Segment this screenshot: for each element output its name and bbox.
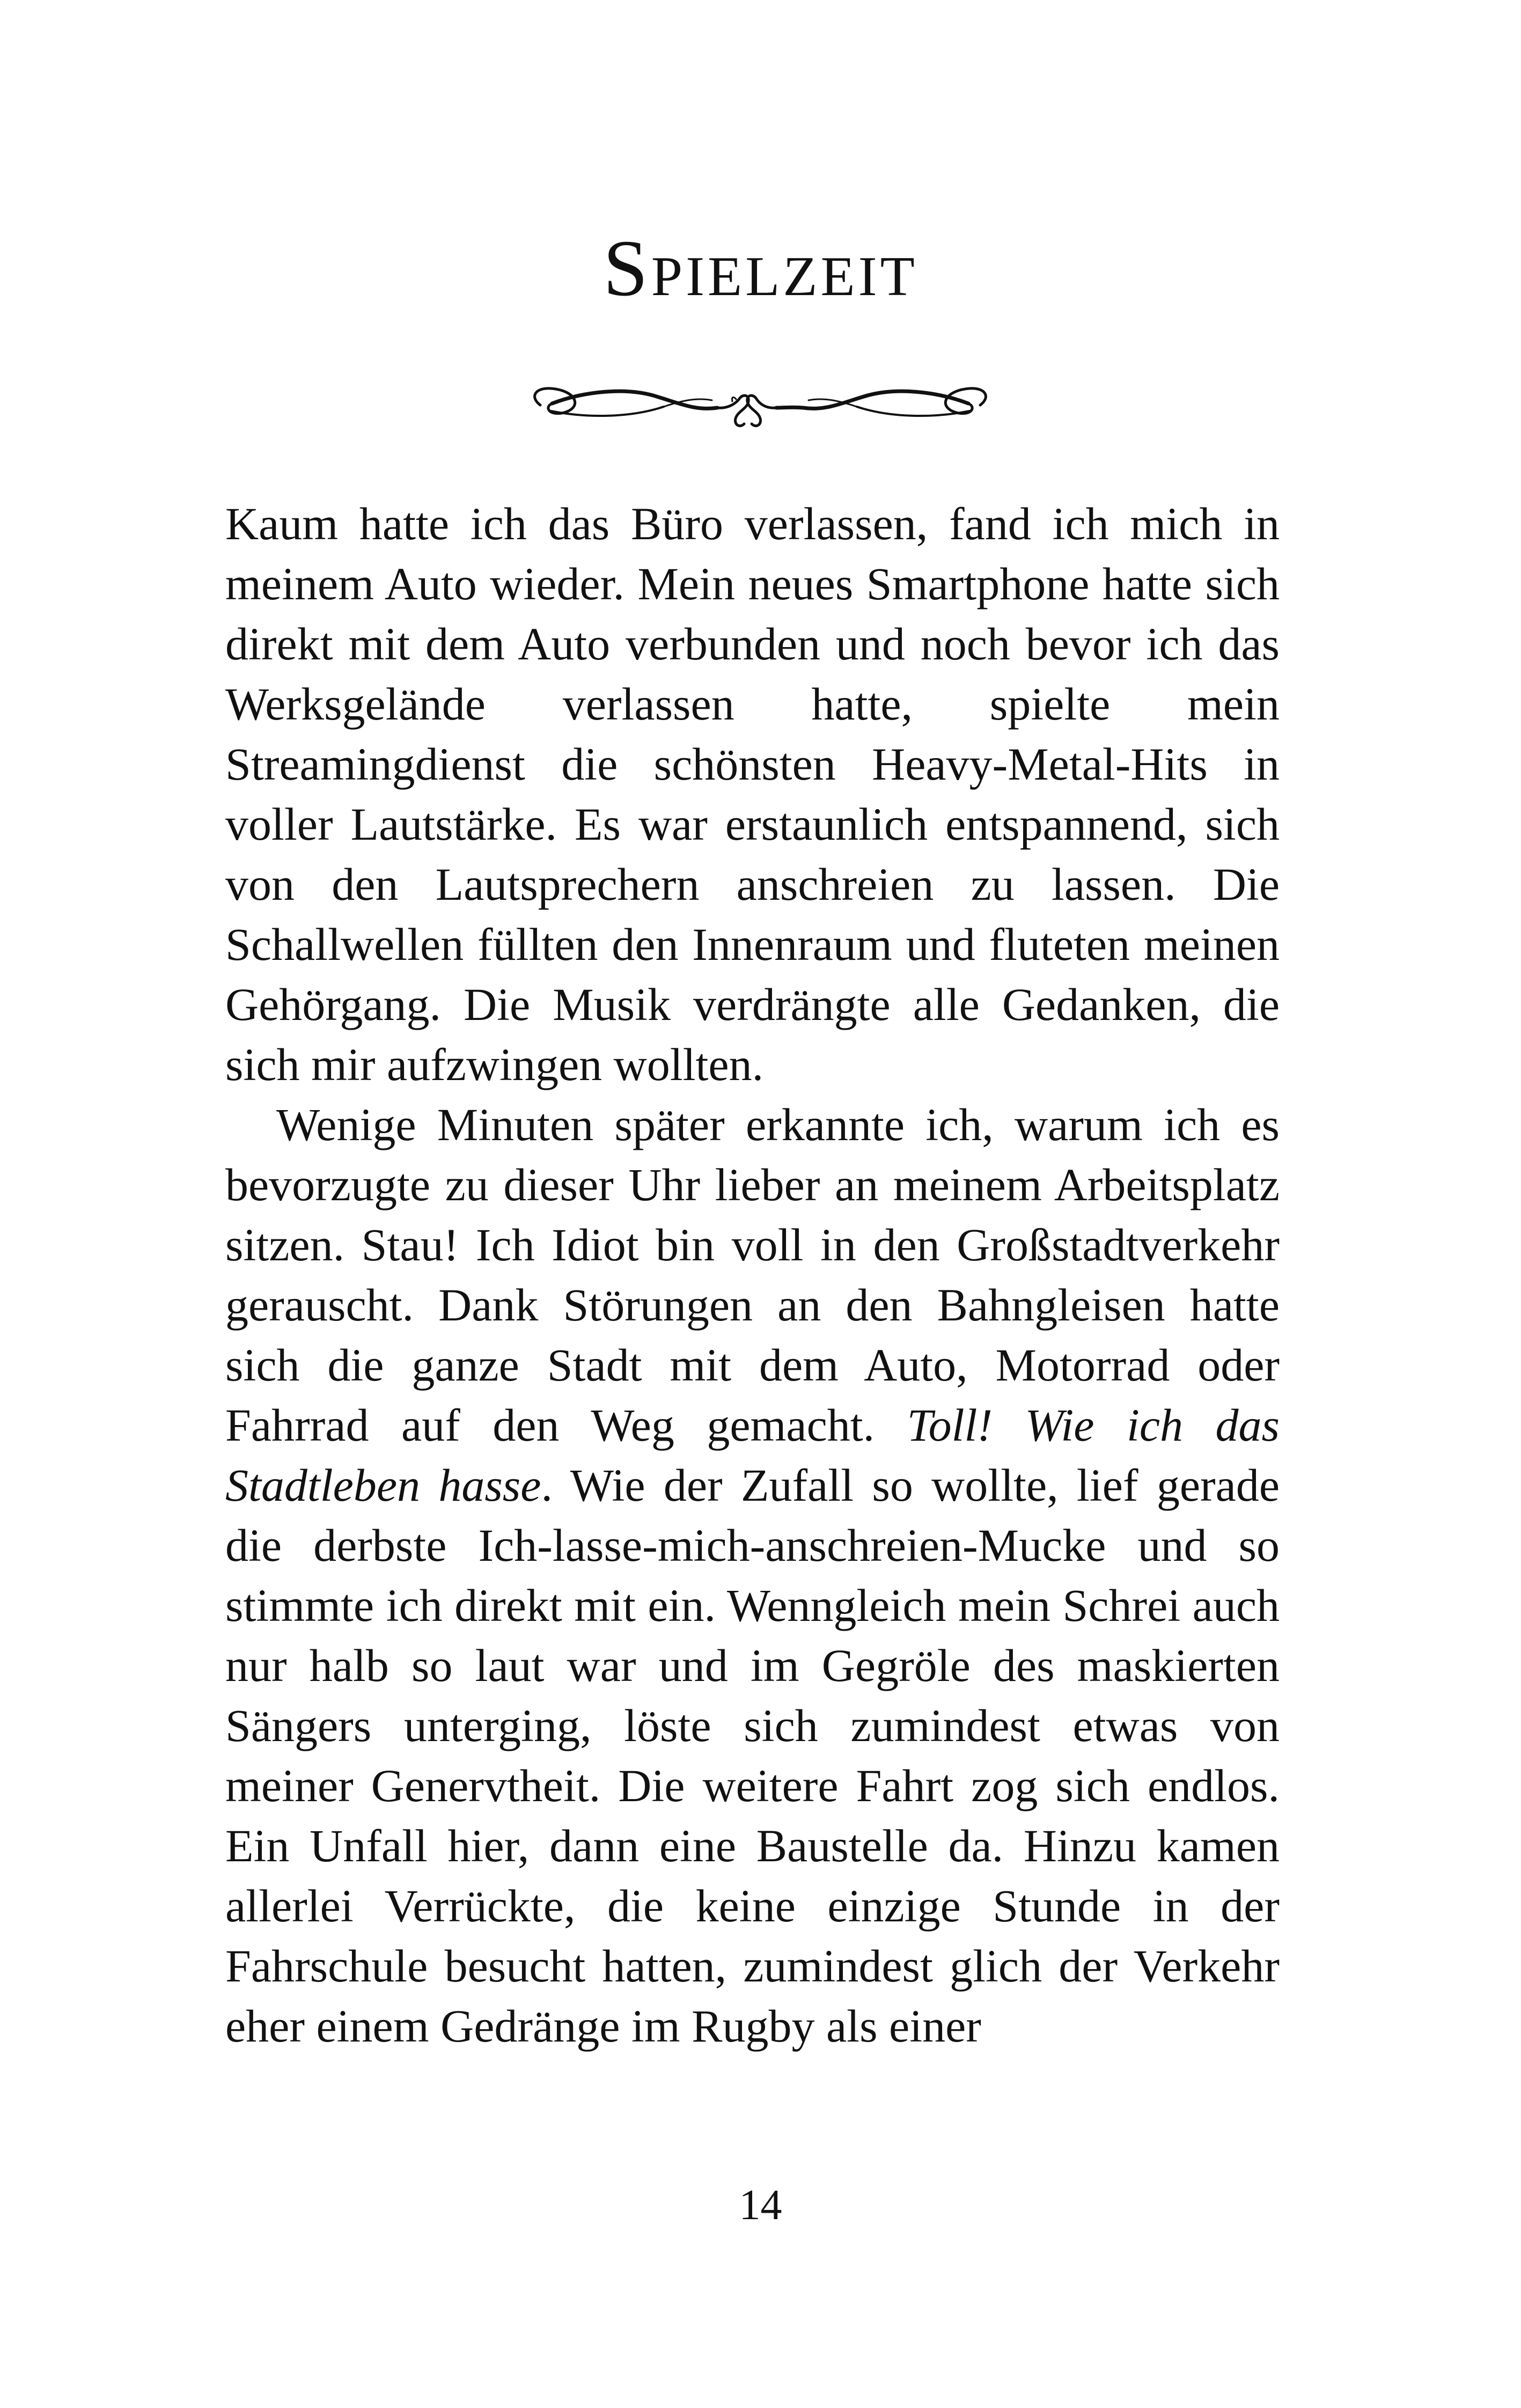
paragraph-2-part-1: Wenige Minuten später erkannte ich, warum ich es bevorzugte zu dieser Uhr lieber an meinem Arbeitsplatz sitzen. Stau! Ich Idiot bin voll in den Großstadtverkehr gerauscht. Dank Störungen an den Bahngleisen hatte sich die ganze Stadt mit dem Auto, Motorrad oder Fahrrad auf den Weg gemacht.	[225, 1099, 1280, 1451]
paragraph-2-italic-thought: Toll! Wie ich das Stadtleben hasse	[225, 1399, 1280, 1511]
chapter-title: Spielzeit	[603, 224, 918, 313]
paragraph-2-part-2: . Wie der Zufall so wollte, lief gerade die derbste Ich-lasse-mich-anschreien-Mucke und so stimmte ich direkt mit ein. Wenngleich mein Schrei auch nur halb so laut war und im Gegröle des maskierten Sängers unterging, löste sich zumindest etwas von meiner Genervtheit. Die weitere Fahrt zog sich endlos. Ein Unfall hier, dann eine Baustelle da. Hinzu kamen allerlei Verrückte, die keine einzige Stunde in der Fahrschule besucht hatten, zumindest glich der Verkehr eher einem Gedränge im Rugby als einer	[225, 1459, 1280, 2052]
flourish-divider-icon	[519, 376, 1002, 435]
paragraph-1: Kaum hatte ich das Büro verlassen, fand ich mich in meinem Auto wieder. Mein neues Smartphone hatte sich direkt mit dem Auto verbunden und noch bevor ich das Werksgelände verlassen hatte, spielte mein Streamingdienst die schönsten Heavy-Metal-Hits in voller Lautstärke. Es war erstaunlich entspannend, sich von den Lautsprechern anschreien zu lassen. Die Schallwellen füllten den Innenraum und fluteten meinen Gehörgang. Die Musik verdrängte alle Gedanken, die sich mir aufzwingen wollten.	[225, 498, 1280, 1090]
body-text	[225, 494, 1280, 2056]
paragraph-2	[225, 1095, 1280, 2056]
page-number: 14	[739, 2182, 782, 2229]
